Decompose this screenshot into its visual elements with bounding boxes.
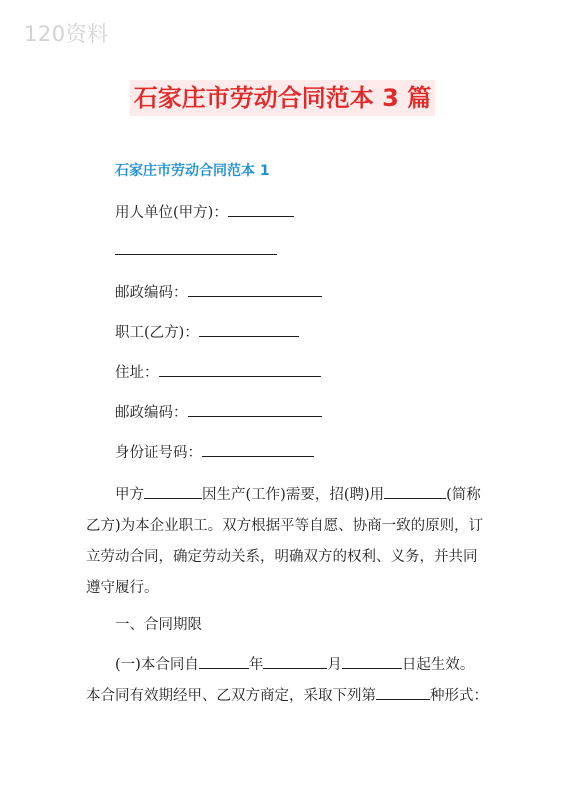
para1-line2: 乙方)为本企业职工。双方根据平等自愿、协商一致的原则，订: [86, 518, 484, 534]
document-title: 石家庄市劳动合同范本 3 篇: [130, 80, 435, 116]
employee-line: [115, 322, 299, 343]
para1-line3: 立劳动合同，确定劳动关系，明确双方的权利、义务，并共同: [86, 549, 478, 565]
address-blank: [159, 362, 321, 377]
para2-text-b: 年: [248, 657, 264, 673]
postcode1-label: 邮政编码：: [115, 285, 188, 301]
postcode2-line: [115, 402, 322, 423]
para2-text-d: 日起生效。: [401, 657, 475, 673]
para2-blank-form: [376, 685, 430, 700]
postcode2-label: 邮政编码：: [115, 405, 188, 421]
id-number-blank: [202, 442, 314, 457]
para1-line1: [115, 480, 481, 511]
section-subtitle: 石家庄市劳动合同范本 1: [115, 163, 270, 179]
para1-blank1: [144, 484, 202, 499]
para2-text-e: 本合同有效期经甲、乙双方商定，采取下列第: [86, 688, 376, 704]
employer-extra-blank: [115, 240, 277, 255]
id-number-line: [115, 442, 314, 463]
employee-blank: [199, 322, 299, 337]
para1-text-b: 因生产(工作)需要，招(聘)用: [202, 487, 385, 503]
employer-label: 用人单位(甲方)：: [115, 205, 228, 221]
document-title-wrap: [0, 80, 565, 116]
employer-line: [115, 202, 294, 223]
para2-text-f: 种形式：: [430, 688, 488, 704]
employee-label: 职工(乙方)：: [115, 325, 199, 341]
para2-text-a: (一)本合同自: [115, 657, 199, 673]
para2-blank-day: [342, 654, 402, 669]
para2-blank-month: [263, 654, 327, 669]
para2-line1: [115, 650, 474, 681]
para2-line2: [86, 681, 488, 712]
employer-blank: [228, 202, 294, 217]
para1-text-c: (简称: [446, 487, 481, 503]
postcode1-blank: [188, 282, 322, 297]
address-label: 住址：: [115, 365, 159, 381]
para2-blank-year: [199, 654, 249, 669]
para1-blank2: [384, 484, 446, 499]
postcode2-blank: [188, 402, 322, 417]
section1-heading: 一、合同期限: [115, 617, 202, 633]
para1-line4: 遵守履行。: [86, 580, 159, 596]
postcode1-line: [115, 282, 322, 303]
employer-blank-line: [115, 240, 277, 261]
address-line: [115, 362, 321, 383]
para2-text-c: 月: [327, 657, 342, 673]
watermark: 120资料: [24, 22, 109, 46]
id-number-label: 身份证号码：: [115, 445, 202, 461]
para1-text-a: 甲方: [115, 487, 144, 503]
